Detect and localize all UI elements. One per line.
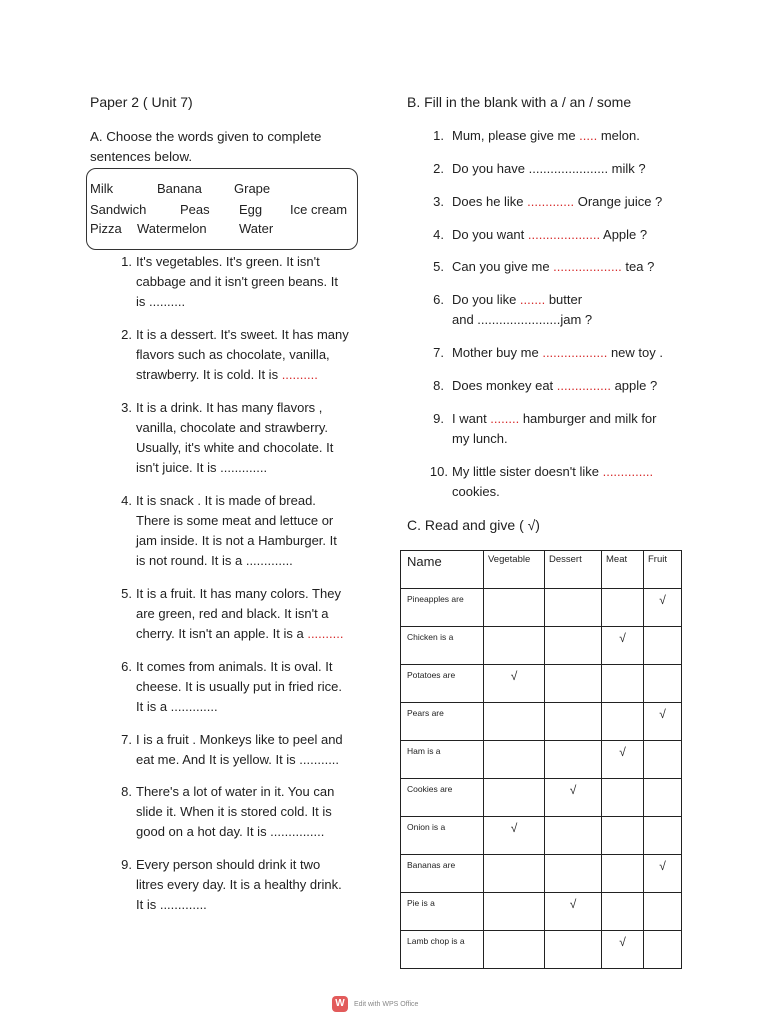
check-cell: [484, 665, 545, 703]
item-number: 1.: [433, 128, 444, 143]
check-cell: [602, 855, 644, 893]
check-cell: [545, 703, 602, 741]
word-bank-word: Sandwich: [90, 202, 147, 217]
check-cell: [484, 627, 545, 665]
question-line: It is a drink. It has many flavors ,: [136, 400, 323, 415]
answer-blank: ..........: [307, 626, 344, 641]
item-number: 4.: [433, 227, 444, 242]
question-number: 8.: [121, 784, 132, 799]
item-number: 10.: [429, 464, 448, 479]
table-row: [401, 665, 682, 703]
item-text: melon.: [597, 128, 640, 143]
footer-watermark: [332, 996, 418, 1012]
item-text: cookies.: [452, 484, 500, 499]
question-line: Usually, it's white and chocolate. It: [136, 440, 334, 455]
check-cell: [484, 589, 545, 627]
table-row: [401, 779, 682, 817]
row-label: Bananas are: [401, 855, 484, 893]
question-number: 3.: [121, 400, 132, 415]
table-row: [401, 817, 682, 855]
check-cell: [644, 741, 682, 779]
item-text: Apple ?: [600, 227, 648, 242]
question-line: is ..........: [136, 294, 186, 309]
question-number: 7.: [121, 732, 132, 747]
column-header: Name: [401, 551, 484, 589]
row-label: Lamb chop is a: [401, 931, 484, 969]
item-text: Do you want: [452, 227, 528, 242]
question-line: strawberry. It is cold. It is: [136, 367, 282, 382]
question-line: litres every day. It is a healthy drink.: [136, 877, 342, 892]
item-text: Can you give me: [452, 259, 554, 274]
question-line: It is a .............: [136, 699, 218, 714]
word-bank-word: Milk: [90, 181, 114, 196]
item-text: Does monkey eat: [452, 378, 557, 393]
check-cell: [545, 665, 602, 703]
answer-blank: ....................: [527, 227, 601, 242]
question-line: isn't juice. It is .............: [136, 460, 268, 475]
item-number: 6.: [433, 292, 444, 307]
answer-blank: ...................: [553, 259, 622, 274]
item-text: Mother buy me: [452, 345, 543, 360]
check-cell: [545, 779, 602, 817]
check-cell: [602, 703, 644, 741]
check-mark: √: [659, 593, 666, 607]
item-number: 2.: [433, 161, 444, 176]
check-mark: √: [510, 669, 518, 683]
answer-blank: ...............: [556, 378, 611, 393]
check-cell: [644, 627, 682, 665]
question-number: 4.: [121, 493, 132, 508]
check-cell: [484, 741, 545, 779]
question-line: There's a lot of water in it. You can: [136, 784, 335, 799]
answer-blank: ........: [490, 411, 520, 426]
item-text: Does he like: [452, 194, 528, 209]
item-text: Orange juice ?: [574, 194, 663, 209]
item-text: hamburger and milk for: [519, 411, 657, 426]
item-text: butter: [545, 292, 583, 307]
question-line: cheese. It is usually put in fried rice.: [136, 679, 342, 694]
question-line: Every person should drink it two: [136, 857, 321, 872]
table-row: [401, 589, 682, 627]
question-line: are green, red and black. It isn't a: [136, 606, 329, 621]
section-c-heading: C. Read and give ( √): [407, 517, 540, 533]
row-label: Pineapples are: [401, 589, 484, 627]
check-mark: √: [510, 821, 518, 835]
word-bank-word: Ice cream: [290, 202, 348, 217]
column-header: Fruit: [644, 551, 682, 589]
section-a-heading-line2: sentences below.: [90, 149, 193, 164]
check-cell: [545, 893, 602, 931]
item-text: Do you have ...................... milk ?: [452, 161, 646, 176]
table-row: [401, 855, 682, 893]
question-line: cabbage and it isn't green beans. It: [136, 274, 338, 289]
answer-blank: ..................: [542, 345, 608, 360]
check-cell: [644, 855, 682, 893]
check-cell: [644, 893, 682, 931]
check-cell: [484, 703, 545, 741]
item-number: 9.: [433, 411, 444, 426]
check-cell: [602, 893, 644, 931]
question-line: It's vegetables. It's green. It isn't: [136, 254, 320, 269]
check-cell: [545, 741, 602, 779]
check-mark: √: [619, 745, 626, 759]
answer-blank: .......: [519, 292, 546, 307]
question-line: I is a fruit . Monkeys like to peel and: [136, 732, 343, 747]
section-b-heading: B. Fill in the blank with a / an / some: [407, 94, 632, 110]
item-number: 3.: [433, 194, 444, 209]
check-cell: [644, 817, 682, 855]
section-a-heading-line1: A. Choose the words given to complete: [90, 129, 322, 144]
question-number: 5.: [121, 586, 132, 601]
column-header: Vegetable: [484, 551, 545, 589]
check-cell: [484, 893, 545, 931]
answer-blank: .....: [579, 128, 598, 143]
column-header: Dessert: [545, 551, 602, 589]
row-label: Chicken is a: [401, 627, 484, 665]
check-cell: [644, 931, 682, 969]
table-row: [401, 741, 682, 779]
check-cell: [602, 741, 644, 779]
item-text: new toy .: [607, 345, 663, 360]
item-number: 8.: [433, 378, 444, 393]
row-label: Pears are: [401, 703, 484, 741]
check-cell: [545, 817, 602, 855]
question-line: It is snack . It is made of bread.: [136, 493, 316, 508]
question-number: 9.: [121, 857, 132, 872]
word-bank-word: Banana: [157, 181, 202, 196]
question-line: good on a hot day. It is ...............: [136, 824, 325, 839]
question-line: It is .............: [136, 897, 207, 912]
row-label: Onion is a: [401, 817, 484, 855]
item-text: Mum, please give me: [452, 128, 580, 143]
table-row: [401, 627, 682, 665]
check-cell: [602, 931, 644, 969]
check-cell: [644, 703, 682, 741]
question-number: 1.: [121, 254, 132, 269]
check-cell: [644, 779, 682, 817]
question-line: flavors such as chocolate, vanilla,: [136, 347, 330, 362]
question-line: It comes from animals. It is oval. It: [136, 659, 333, 674]
row-label: Ham is a: [401, 741, 484, 779]
question-line: It is a fruit. It has many colors. They: [136, 586, 341, 601]
check-cell: [644, 589, 682, 627]
word-bank-word: Pizza: [90, 221, 122, 236]
question-line: eat me. And It is yellow. It is ...........: [136, 752, 340, 767]
word-bank-word: Egg: [239, 202, 263, 217]
question-line: slide it. When it is stored cold. It is: [136, 804, 332, 819]
check-cell: [602, 665, 644, 703]
check-mark: √: [569, 897, 577, 911]
check-mark: √: [659, 859, 666, 873]
check-mark: √: [619, 631, 626, 645]
row-label: Cookies are: [401, 779, 484, 817]
row-label: Potatoes are: [401, 665, 484, 703]
item-text: tea ?: [621, 259, 655, 274]
item-number: 5.: [433, 259, 444, 274]
check-cell: [545, 931, 602, 969]
wps-logo-icon: W: [332, 996, 348, 1012]
table-row: [401, 893, 682, 931]
question-number: 6.: [121, 659, 132, 674]
paper-title: Paper 2 ( Unit 7): [90, 94, 193, 110]
check-cell: [602, 627, 644, 665]
word-bank-word: Watermelon: [137, 221, 207, 236]
check-cell: [484, 931, 545, 969]
column-header: Meat: [602, 551, 644, 589]
check-mark: √: [569, 783, 577, 797]
check-cell: [545, 627, 602, 665]
item-text: My little sister doesn't like: [452, 464, 603, 479]
table-row: [401, 703, 682, 741]
question-line: jam inside. It is not a Hamburger. It: [136, 533, 337, 548]
question-number: 2.: [121, 327, 132, 342]
check-cell: [484, 779, 545, 817]
row-label: Pie is a: [401, 893, 484, 931]
answer-blank: ..............: [602, 464, 654, 479]
word-bank-word: Peas: [180, 202, 210, 217]
check-cell: [644, 665, 682, 703]
question-line: It is a dessert. It's sweet. It has many: [136, 327, 349, 342]
check-mark: √: [619, 935, 626, 949]
question-line: There is some meat and lettuce or: [136, 513, 334, 528]
word-bank-word: Water: [239, 221, 274, 236]
check-cell: [484, 855, 545, 893]
item-text: and .......................jam ?: [452, 312, 593, 327]
question-line: is not round. It is a .............: [136, 553, 293, 568]
check-cell: [602, 779, 644, 817]
section-a-heading: [90, 127, 321, 167]
check-cell: [602, 589, 644, 627]
item-text: Do you like: [452, 292, 520, 307]
table-row: [401, 931, 682, 969]
item-text: I want: [452, 411, 491, 426]
check-cell: [484, 817, 545, 855]
answer-blank: .............: [527, 194, 575, 209]
question-line: vanilla, chocolate and strawberry.: [136, 420, 328, 435]
answer-blank: ..........: [281, 367, 318, 382]
checklist-table: [400, 550, 682, 969]
item-text: my lunch.: [452, 431, 508, 446]
word-bank-word: Grape: [234, 181, 271, 196]
item-text: apple ?: [610, 378, 658, 393]
footer-text: Edit with WPS Office: [354, 1000, 419, 1008]
question-line: cherry. It isn't an apple. It is a: [136, 626, 308, 641]
item-number: 7.: [433, 345, 444, 360]
check-cell: [602, 817, 644, 855]
table-header-row: [401, 551, 682, 589]
check-mark: √: [659, 707, 666, 721]
check-cell: [545, 589, 602, 627]
check-cell: [545, 855, 602, 893]
